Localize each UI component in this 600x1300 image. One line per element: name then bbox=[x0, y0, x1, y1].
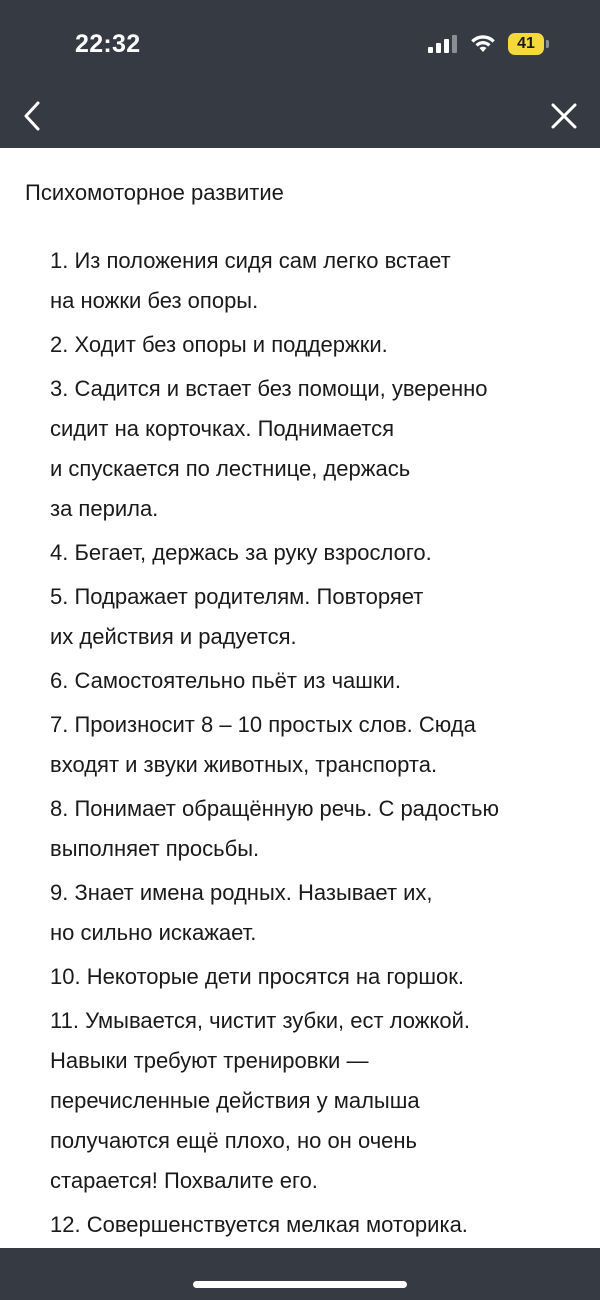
battery-icon bbox=[508, 33, 550, 55]
list-item: 4. Бегает, держась за руку взрослого. bbox=[50, 540, 432, 565]
list-item: 11. Умывается, чистит зубки, ест ложкой. Навыки требуют тренировки — перечисленные действия у малыша получаются ещё плохо, но он очень старается! Похвалите его. bbox=[50, 1008, 470, 1193]
article-content[interactable] bbox=[0, 148, 600, 1248]
list-item: 8. Понимает обращённую речь. С радостью выполняет просьбы. bbox=[50, 796, 500, 861]
development-list bbox=[50, 241, 580, 1248]
battery-cap bbox=[546, 40, 549, 48]
section-title: Психомоторное развитие bbox=[25, 180, 284, 205]
list-item: 3. Садится и встает без помощи, уверенно сидит на корточках. Поднимается и спускается по лестнице, держась за перила. bbox=[50, 376, 488, 521]
list-item: 5. Подражает родителям. Повторяет их действия и радуется. bbox=[50, 584, 424, 649]
cellular-signal-icon bbox=[428, 35, 458, 53]
top-bar bbox=[0, 0, 600, 148]
close-icon[interactable] bbox=[546, 98, 582, 134]
list-item: 1. Из положения сидя сам легко встает на ножки без опоры. bbox=[50, 248, 451, 313]
list-item: 2. Ходит без опоры и поддержки. bbox=[50, 332, 388, 357]
list-item: 12. Совершенствуется мелкая моторика. bbox=[50, 1212, 468, 1237]
chevron-left-icon[interactable] bbox=[16, 96, 52, 136]
list-item: 9. Знает имена родных. Называет их, но сильно искажает. bbox=[50, 880, 433, 945]
wifi-icon bbox=[470, 33, 496, 53]
status-time: 22:32 bbox=[75, 30, 141, 58]
list-item: 6. Самостоятельно пьёт из чашки. bbox=[50, 668, 401, 693]
home-indicator[interactable] bbox=[193, 1281, 407, 1288]
battery-level: 41 bbox=[517, 35, 535, 52]
bottom-bar bbox=[0, 1248, 600, 1300]
list-item: 10. Некоторые дети просятся на горшок. bbox=[50, 964, 465, 989]
list-item: 7. Произносит 8 – 10 простых слов. Сюда входят и звуки животных, транспорта. bbox=[50, 712, 476, 777]
